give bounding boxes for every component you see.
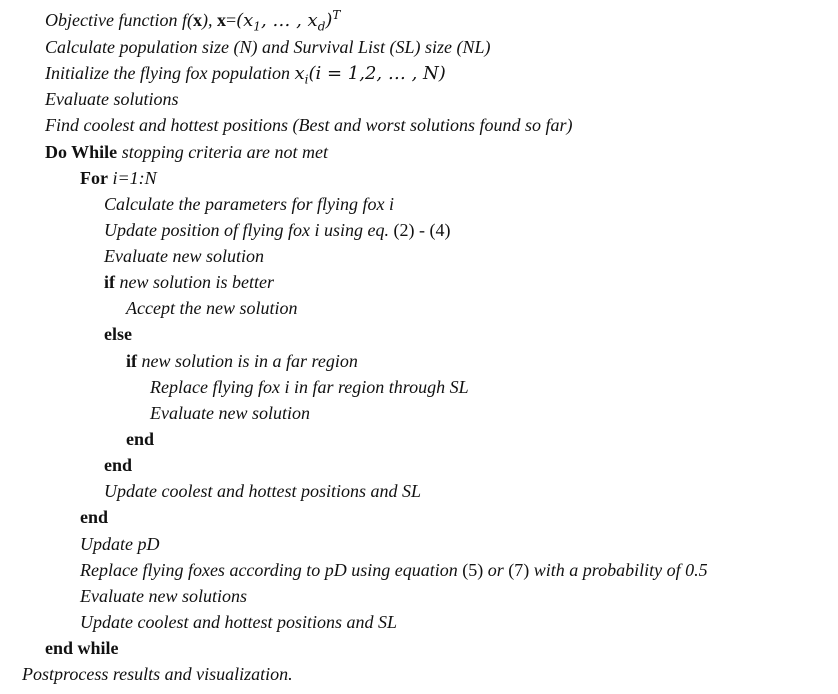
math-close: ) [325,10,333,31]
pseudocode-line-end-inner-if [126,428,154,450]
text-for-range: i=1:N [107,168,157,188]
text-initialize: Initialize the flying fox population [45,63,295,83]
text-bold-x-vector: x [216,10,226,30]
text-probability: with a probability of 0.5 [529,560,708,580]
text-population-size: Calculate population size (N) and Survival List (SL) size (NL) [45,37,491,57]
text-objective-label: Objective function [45,10,182,30]
pseudocode-line-accept [126,297,297,319]
pseudocode-line-do-while [45,141,328,163]
keyword-if-nested: if [126,351,137,371]
keyword-do-while: Do While [45,142,118,162]
pseudocode-line-population-size [45,36,491,58]
text-postprocess: Postprocess results and visualization. [22,664,293,684]
math-x-open: (x [236,10,254,31]
text-update-coolest-sl: Update coolest and hottest positions and SL [104,481,421,501]
text-update-position: Update position of flying fox i using eq. [104,220,394,240]
text-or: or [483,560,509,580]
pseudocode-line-postprocess [22,663,293,685]
keyword-end-while: end while [45,638,119,658]
pseudocode-line-update-pd [80,533,160,555]
keyword-end-inner-if: end [126,429,155,449]
text-equation-refs: (2) - (4) [393,220,451,240]
pseudocode-line-end-if [104,454,132,476]
text-update-coolest-sl-2: Update coolest and hottest positions and SL [80,612,397,632]
pseudocode-line-update-position [104,219,450,241]
math-sup-T: T [332,8,341,22]
text-equation-7: (7) [508,560,530,580]
pseudocode-line-update-coolest-sl-2 [80,611,397,633]
text-if-better: new solution is better [115,272,274,292]
text-replace-flying-fox: Replace flying fox i in far region through SL [150,377,469,397]
text-evaluate-new-solution-2: Evaluate new solution [150,403,310,423]
text-far-region: new solution is in a far region [137,351,358,371]
pseudocode-line-else [104,323,132,345]
pseudocode-line-evaluate-new-solution [104,245,264,267]
text-bold-x: x [192,10,202,30]
pseudocode-line-calculate-parameters [104,193,394,215]
text-evaluate-new-solutions: Evaluate new solutions [80,586,247,606]
pseudocode-line-find-positions [45,114,573,136]
text-accept-new-solution: Accept the new solution [126,298,298,318]
math-sub-1: 1 [253,19,261,34]
pseudocode-line-initialize [45,62,446,87]
pseudocode-line-evaluate-new-solutions [80,585,247,607]
text-calculate-parameters: Calculate the parameters for flying fox i [104,194,394,214]
math-ellipsis: , … , x [260,10,318,31]
text-evaluate-solutions: Evaluate solutions [45,89,179,109]
text-equation-5: (5) [462,560,484,580]
text-update-pd: Update pD [80,534,160,554]
math-index-range: (i = 1,2, … , N) [308,63,446,84]
pseudocode-line-if-far-region [126,350,358,372]
text-stopping-criteria: stopping criteria are not met [117,142,329,162]
pseudocode-line-evaluate-new-solution-2 [150,402,310,424]
pseudocode-line-end-for [80,506,108,528]
math-x: x [294,63,305,84]
text-equals: = [225,10,237,30]
keyword-if: if [104,272,115,292]
pseudocode-line-objective [45,8,341,34]
pseudocode-line-end-while [45,637,119,659]
keyword-else: else [104,324,132,344]
text-evaluate-new-solution: Evaluate new solution [104,246,264,266]
text-f-close: ), [201,10,217,30]
pseudocode-line-update-coolest-sl [104,480,421,502]
pseudocode-line-for [80,167,157,189]
math-sub-i: i [304,72,309,87]
math-sub-d: d [317,19,326,34]
text-replace-according-pd: Replace flying foxes according to pD using equation [80,560,463,580]
pseudocode-line-replace-flying-fox [150,376,469,398]
keyword-end-if: end [104,455,133,475]
keyword-end-for: end [80,507,109,527]
pseudocode-line-if-better [104,271,274,293]
text-f-open: f( [181,10,193,30]
pseudocode-line-evaluate-solutions [45,88,179,110]
text-find-positions: Find coolest and hottest positions (Best and worst solutions found so far) [45,115,573,135]
pseudocode-line-replace-according-pd [80,559,708,581]
keyword-for: For [80,168,108,188]
